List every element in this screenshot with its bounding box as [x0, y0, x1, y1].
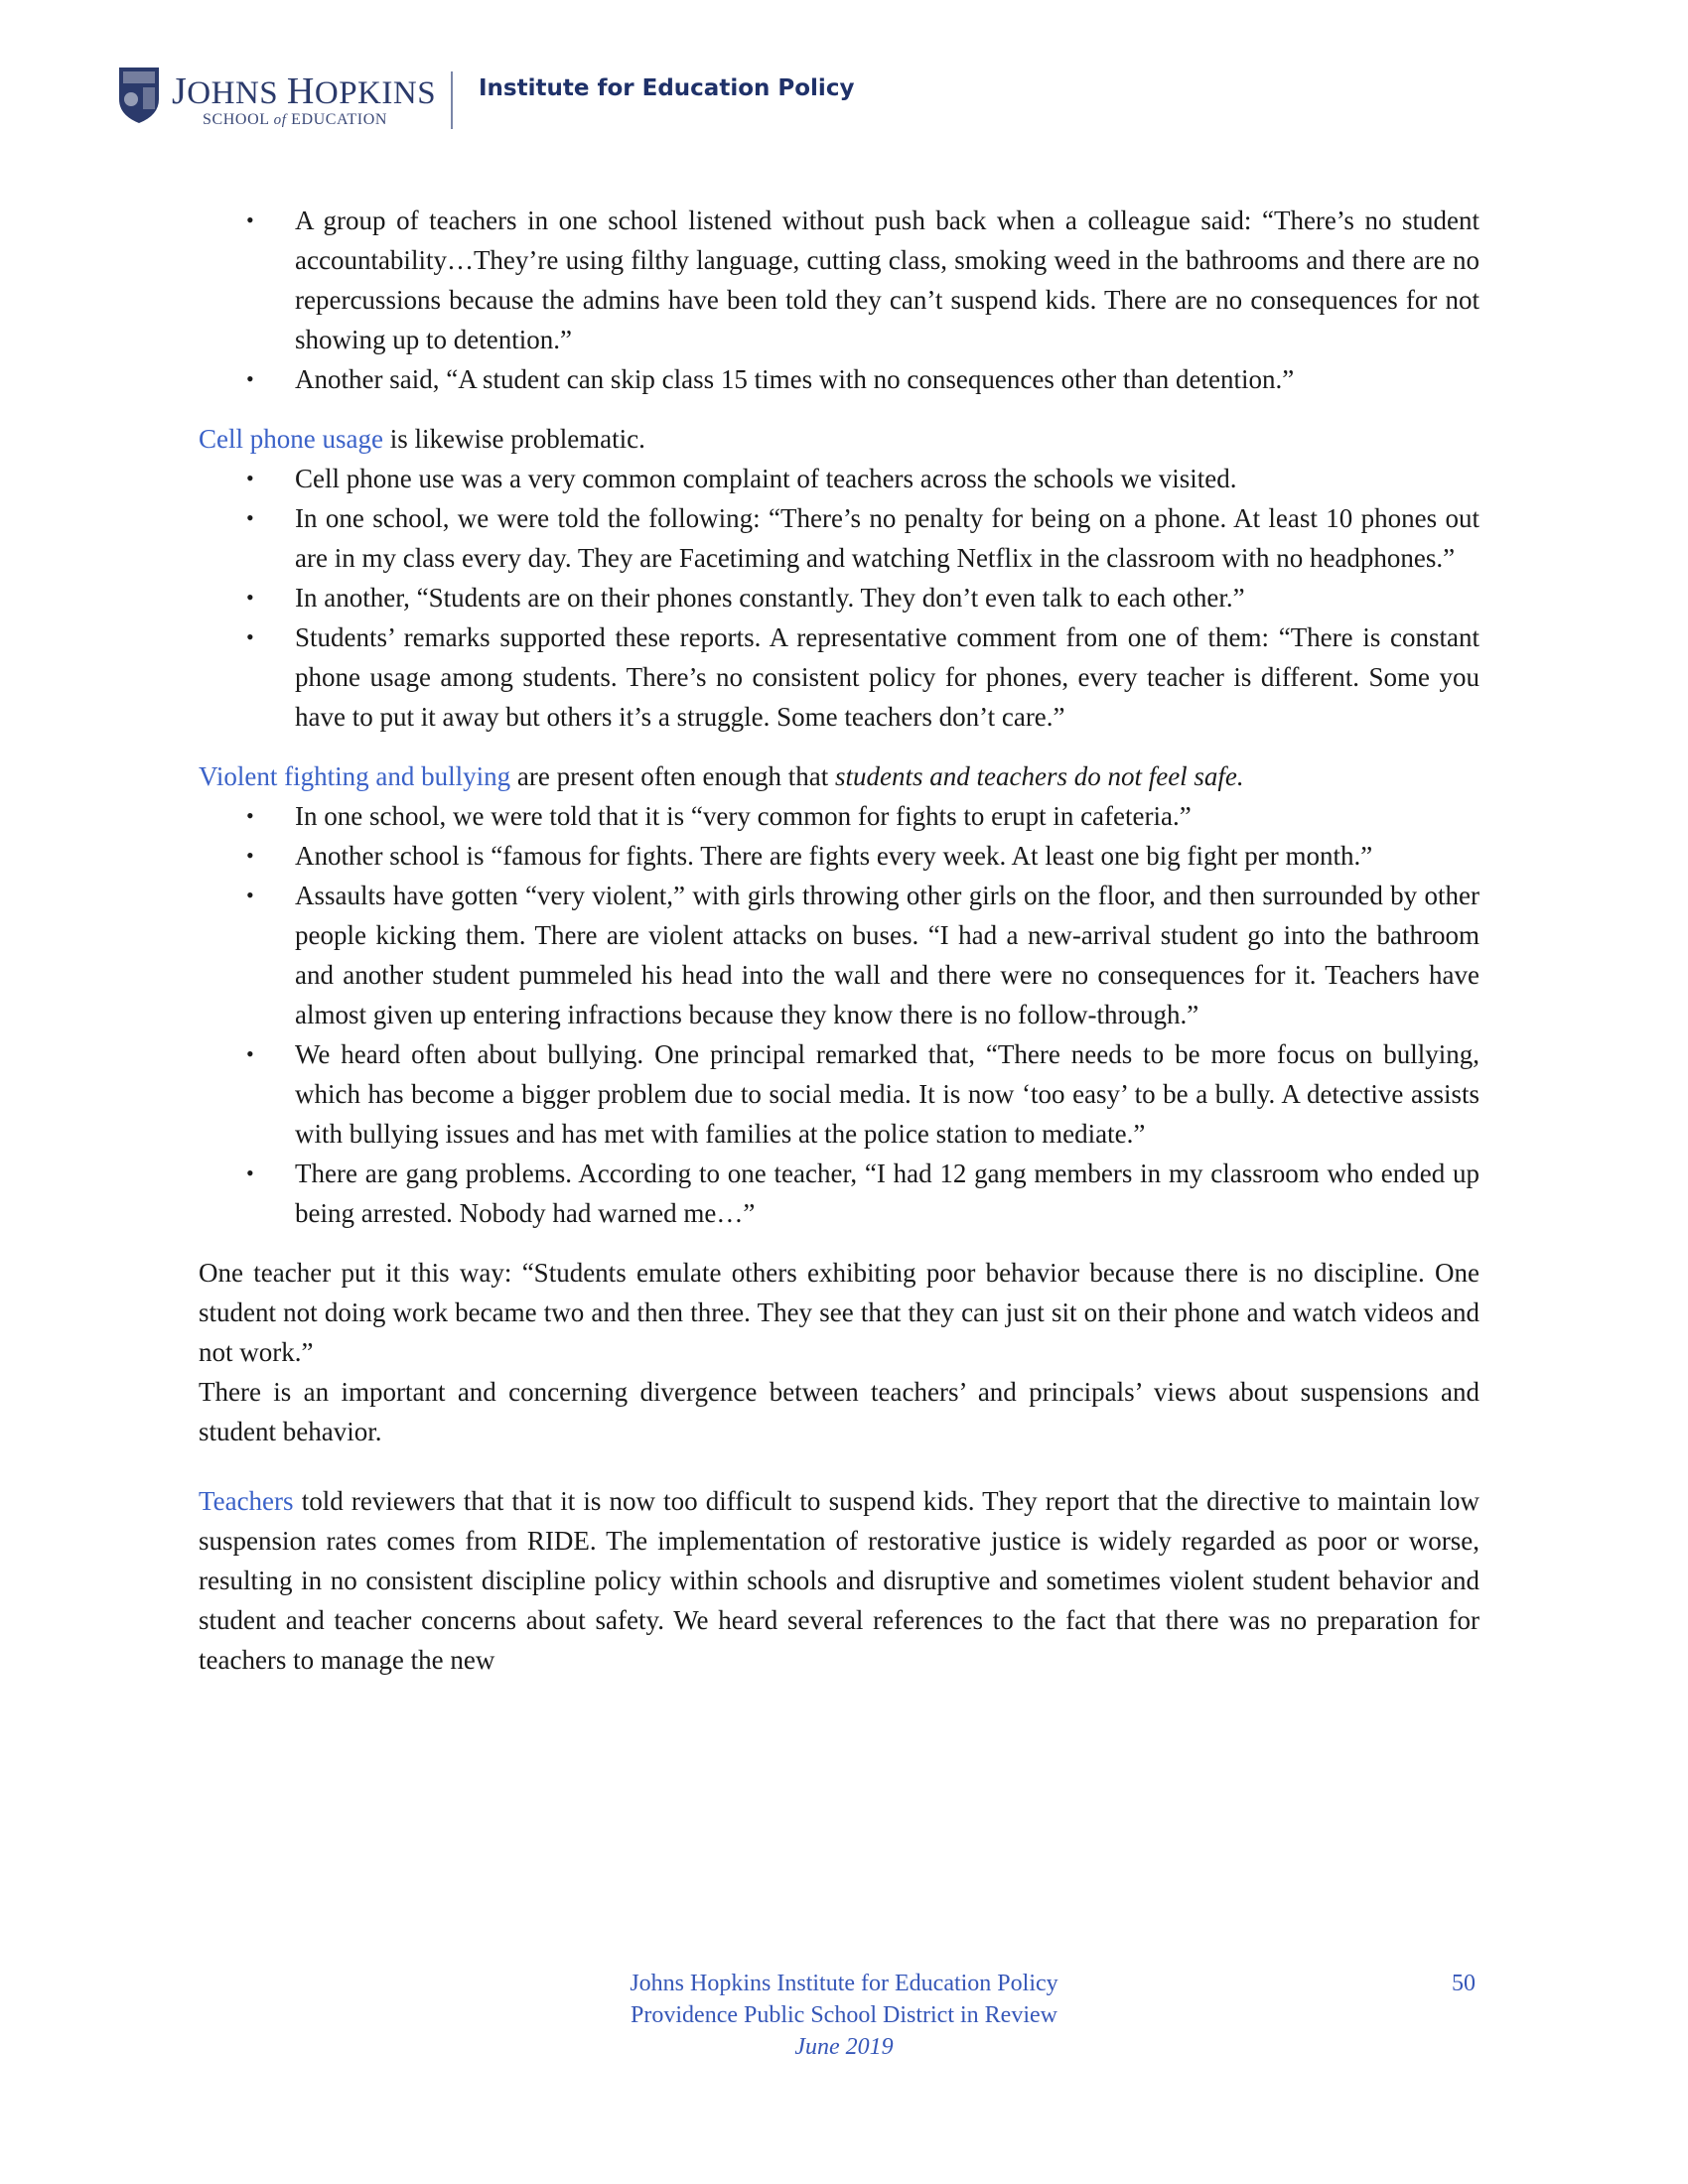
violence-link[interactable]: Violent fighting and bullying: [199, 761, 511, 791]
violence-list: [199, 796, 1479, 1233]
cell-phone-list: [199, 459, 1479, 737]
teachers-paragraph: Teachers told reviewers that that it is now too difficult to suspend kids. They report that the directive to maintain low suspension rates comes from RIDE. The implementation of restorative justice is widely regarded as poor or worse, resulting in no consistent discipline policy within schools and disruptive and sometimes violent student behavior and student and teacher concerns about safety. We heard several references to the fact that there was no preparation for teachers to manage the new: [199, 1486, 1479, 1675]
list-item: • In one school, we were told the following: “There’s no penalty for being on a phone. At least 10 phones out are in my class every day. They are Facetiming and watching Netflix in the classroom with no headphones.”: [199, 498, 1479, 578]
bullet-icon: •: [246, 1160, 254, 1185]
list-item: • Cell phone use was a very common complaint of teachers across the schools we visited.: [199, 459, 1479, 498]
accountability-list: [199, 201, 1479, 399]
university-name: JOHNS HOPKINS: [172, 70, 437, 112]
bullet-icon: •: [246, 505, 254, 530]
bullet-icon: •: [246, 883, 254, 907]
bullet-icon: •: [246, 803, 254, 828]
footer-institute: Johns Hopkins Institute for Education Policy: [630, 1971, 1058, 1996]
bullet-icon: •: [246, 1041, 254, 1066]
page-footer: [496, 1968, 1192, 2063]
list-item: • There are gang problems. According to one teacher, “I had 12 gang members in my classroom who ended up being arrested. Nobody had warned me…”: [199, 1154, 1479, 1233]
jhu-shield-logo-icon: [117, 66, 161, 125]
list-item: • We heard often about bullying. One principal remarked that, “There needs to be more focus on bullying, which has become a bigger problem due to social media. It is now ‘too easy’ to be a bully. A detective assists with bullying issues and has met with families at the police station to mediate.”: [199, 1034, 1479, 1154]
document-body: [199, 201, 1479, 1680]
list-item: • In another, “Students are on their phones constantly. They don’t even talk to each other.”: [199, 578, 1479, 617]
teachers-link[interactable]: Teachers: [199, 1486, 294, 1516]
cell-phone-heading: Cell phone usage is likewise problematic.: [199, 424, 645, 454]
list-item: • Students’ remarks supported these reports. A representative comment from one of them: “There is constant phone usage among students. There’s no consistent policy for phones, every teacher is different. Some you have to put it away but others it’s a struggle. Some teachers don’t care.”: [199, 617, 1479, 737]
divergence-paragraph: There is an important and concerning divergence between teachers’ and principals’ views about suspensions and student behavior.: [199, 1377, 1479, 1446]
page-number: 50: [1452, 1971, 1476, 1996]
footer-report-title: Providence Public School District in Review: [631, 2002, 1057, 2028]
header: [117, 60, 912, 139]
teacher-quote-paragraph: One teacher put it this way: “Students emulate others exhibiting poor behavior because there is no discipline. One student not doing work became two and then three. They see that they can just sit on their phone and watch videos and not work.”: [199, 1258, 1479, 1367]
bullet-icon: •: [246, 466, 254, 490]
bullet-icon: •: [246, 624, 254, 649]
list-item: • In one school, we were told that it is “very common for fights to erupt in cafeteria.”: [199, 796, 1479, 836]
institute-name: Institute for Education Policy: [479, 75, 855, 101]
school-name: SCHOOL of EDUCATION: [203, 111, 388, 128]
bullet-icon: •: [246, 207, 254, 232]
bullet-icon: •: [246, 843, 254, 868]
violence-heading: Violent fighting and bullying are present often enough that students and teachers do not feel safe.: [199, 761, 1244, 791]
list-item: • Another school is “famous for fights. There are fights every week. At least one big fight per month.”: [199, 836, 1479, 876]
bullet-icon: •: [246, 585, 254, 610]
list-item: • Assaults have gotten “very violent,” with girls throwing other girls on the floor, and then surrounded by other people kicking them. There are violent attacks on buses. “I had a new-arrival student go into the bathroom and another student pummeled his head into the wall and there were no consequences for it. Teachers have almost given up entering infractions because they know there is no follow-through.”: [199, 876, 1479, 1034]
list-item: • A group of teachers in one school listened without push back when a colleague said: “There’s no student accountability…They’re using filthy language, cutting class, smoking weed in the bathrooms and there are no repercussions because the admins have been told they can’t suspend kids. There are no consequences for not showing up to detention.”: [199, 201, 1479, 359]
list-item: • Another said, “A student can skip class 15 times with no consequences other than detention.”: [199, 359, 1479, 399]
footer-date: June 2019: [794, 2034, 894, 2060]
header-divider: [451, 71, 453, 129]
bullet-icon: •: [246, 366, 254, 391]
cell-phone-link[interactable]: Cell phone usage: [199, 424, 383, 454]
